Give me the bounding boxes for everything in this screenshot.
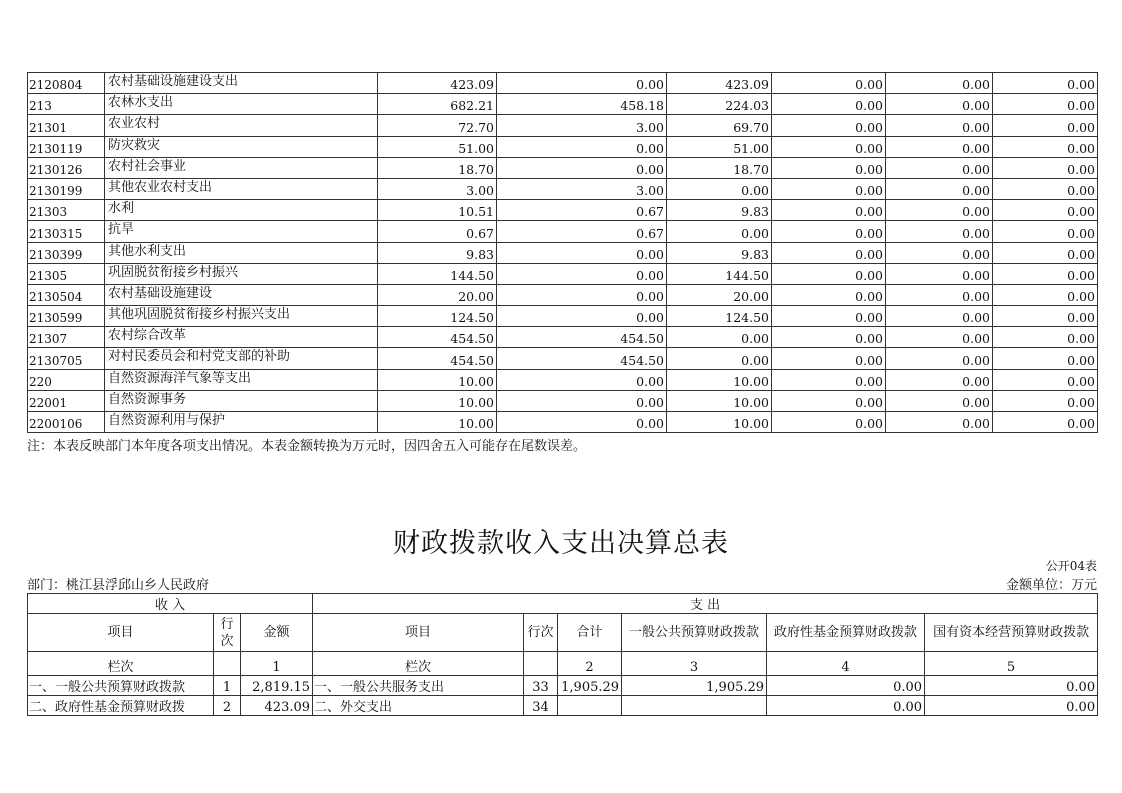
table-row [28,200,1098,221]
account-code: 21307 [28,327,105,348]
income-item-header: 项目 [28,614,214,652]
account-code: 2130126 [28,157,105,178]
table-row [28,221,1098,242]
amount-col-5: 0.00 [886,306,993,327]
account-code: 2200106 [28,412,105,433]
basic-expense: 454.50 [497,327,667,348]
table-row [28,136,1098,157]
account-name: 农林水支出 [105,94,378,115]
project-expense: 20.00 [667,284,772,305]
table-row [28,390,1098,411]
table-row [28,73,1098,94]
amount-col-5: 0.00 [886,369,993,390]
income-header: 收 入 [28,594,313,614]
income-line: 1 [214,676,241,696]
summary-table [27,593,1098,716]
income-amount: 423.09 [241,696,313,716]
account-name: 自然资源利用与保护 [105,412,378,433]
amount-col-4: 0.00 [772,221,886,242]
account-name: 其他巩固脱贫衔接乡村振兴支出 [105,306,378,327]
account-code: 213 [28,94,105,115]
account-name: 农村社会事业 [105,157,378,178]
table-row [28,348,1098,369]
amount-col-6: 0.00 [993,348,1098,369]
account-name: 抗旱 [105,221,378,242]
gov-fund-amount: 0.00 [767,676,925,696]
account-name: 其他农业农村支出 [105,178,378,199]
total-amount: 144.50 [378,263,497,284]
state-capital-amount: 0.00 [925,696,1098,716]
amount-col-6: 0.00 [993,306,1098,327]
total-amount: 9.83 [378,242,497,263]
general-budget-amount: 1,905.29 [622,676,767,696]
project-expense: 0.00 [667,327,772,348]
project-expense: 224.03 [667,94,772,115]
amount-col-5: 0.00 [886,73,993,94]
amount-col-6: 0.00 [993,263,1098,284]
project-expense: 124.50 [667,306,772,327]
project-expense: 0.00 [667,221,772,242]
table-row [28,178,1098,199]
form-number: 公开04表 [1045,559,1097,573]
account-code: 2130199 [28,178,105,199]
summary-row [28,696,1098,716]
amount-col-6: 0.00 [993,242,1098,263]
amount-col-4: 0.00 [772,136,886,157]
amount-col-4: 0.00 [772,412,886,433]
table-row [28,284,1098,305]
expense-line: 33 [524,676,558,696]
amount-col-6: 0.00 [993,73,1098,94]
account-code: 2120804 [28,73,105,94]
basic-expense: 458.18 [497,94,667,115]
col-number-5: 5 [925,652,1098,676]
basic-expense: 0.00 [497,390,667,411]
total-amount: 51.00 [378,136,497,157]
account-code: 21303 [28,200,105,221]
amount-col-6: 0.00 [993,284,1098,305]
account-code: 2130599 [28,306,105,327]
income-amount-header: 金额 [241,614,313,652]
account-code: 2130504 [28,284,105,305]
basic-expense: 0.00 [497,369,667,390]
basic-expense: 3.00 [497,115,667,136]
amount-col-4: 0.00 [772,178,886,199]
amount-col-5: 0.00 [886,136,993,157]
total-amount: 10.00 [378,412,497,433]
project-expense: 144.50 [667,263,772,284]
account-name: 自然资源海洋气象等支出 [105,369,378,390]
table-row [28,157,1098,178]
account-name: 农村基础设施建设 [105,284,378,305]
account-name: 农村综合改革 [105,327,378,348]
basic-expense: 0.00 [497,284,667,305]
amount-col-4: 0.00 [772,115,886,136]
table-note: 注：本表反映部门本年度各项支出情况。本表金额转换为万元时，因四舍五入可能存在尾数误差。 [27,439,587,454]
project-expense: 10.00 [667,412,772,433]
gov-fund-amount: 0.00 [767,696,925,716]
account-name: 自然资源事务 [105,390,378,411]
expense-total [558,696,622,716]
amount-col-4: 0.00 [772,73,886,94]
income-line-header: 行次 [214,614,241,652]
account-code: 2130315 [28,221,105,242]
income-line: 2 [214,696,241,716]
account-code: 2130119 [28,136,105,157]
amount-unit-label: 金额单位：万元 [1005,578,1097,593]
table-row [28,412,1098,433]
account-name: 农业农村 [105,115,378,136]
table-row [28,369,1098,390]
amount-col-5: 0.00 [886,284,993,305]
general-budget-amount [622,696,767,716]
total-amount: 10.00 [378,390,497,411]
income-amount: 2,819.15 [241,676,313,696]
col-number-2: 2 [558,652,622,676]
amount-col-4: 0.00 [772,200,886,221]
expense-row-label: 栏次 [313,652,524,676]
income-row-label: 栏次 [28,652,214,676]
basic-expense: 0.00 [497,263,667,284]
amount-col-4: 0.00 [772,242,886,263]
project-expense: 9.83 [667,200,772,221]
basic-expense: 0.00 [497,136,667,157]
amount-col-6: 0.00 [993,157,1098,178]
project-expense: 10.00 [667,390,772,411]
table-row [28,242,1098,263]
amount-col-4: 0.00 [772,284,886,305]
expense-total: 1,905.29 [558,676,622,696]
project-expense: 9.83 [667,242,772,263]
table-row [28,94,1098,115]
gov-fund-header: 政府性基金预算财政拨款 [767,614,925,652]
table-row [28,306,1098,327]
basic-expense: 0.00 [497,306,667,327]
project-expense: 423.09 [667,73,772,94]
expense-total-header: 合计 [558,614,622,652]
account-code: 220 [28,369,105,390]
account-code: 2130705 [28,348,105,369]
table-row [28,263,1098,284]
table-row [28,327,1098,348]
project-expense: 51.00 [667,136,772,157]
total-amount: 454.50 [378,348,497,369]
amount-col-6: 0.00 [993,136,1098,157]
total-amount: 10.00 [378,369,497,390]
expense-item-header: 项目 [313,614,524,652]
amount-col-5: 0.00 [886,94,993,115]
total-amount: 10.51 [378,200,497,221]
account-code: 22001 [28,390,105,411]
expense-item: 二、外交支出 [313,696,524,716]
state-capital-header: 国有资本经营预算财政拨款 [925,614,1098,652]
amount-col-5: 0.00 [886,412,993,433]
amount-col-4: 0.00 [772,327,886,348]
expense-line: 34 [524,696,558,716]
table-row [28,115,1098,136]
project-expense: 69.70 [667,115,772,136]
project-expense: 10.00 [667,369,772,390]
amount-col-5: 0.00 [886,115,993,136]
col-number-3: 3 [622,652,767,676]
total-amount: 18.70 [378,157,497,178]
expense-item: 一、一般公共服务支出 [313,676,524,696]
col-number-4: 4 [767,652,925,676]
total-amount: 682.21 [378,94,497,115]
expense-header: 支 出 [313,594,1098,614]
summary-row [28,676,1098,696]
basic-expense: 0.00 [497,73,667,94]
basic-expense: 0.00 [497,242,667,263]
account-name: 对村民委员会和村党支部的补助 [105,348,378,369]
amount-col-4: 0.00 [772,369,886,390]
total-amount: 454.50 [378,327,497,348]
basic-expense: 454.50 [497,348,667,369]
amount-col-4: 0.00 [772,306,886,327]
amount-col-4: 0.00 [772,157,886,178]
amount-col-4: 0.00 [772,348,886,369]
income-item: 二、政府性基金预算财政拨 [28,696,214,716]
income-item: 一、一般公共预算财政拨款 [28,676,214,696]
expense-line-header: 行次 [524,614,558,652]
basic-expense: 0.00 [497,157,667,178]
amount-col-6: 0.00 [993,178,1098,199]
state-capital-amount: 0.00 [925,676,1098,696]
amount-col-6: 0.00 [993,221,1098,242]
account-code: 21305 [28,263,105,284]
total-amount: 124.50 [378,306,497,327]
amount-col-5: 0.00 [886,242,993,263]
amount-col-5: 0.00 [886,263,993,284]
amount-col-5: 0.00 [886,157,993,178]
amount-col-5: 0.00 [886,200,993,221]
total-amount: 72.70 [378,115,497,136]
basic-expense: 0.67 [497,221,667,242]
department-label: 部门：桃江县浮邱山乡人民政府 [27,578,210,593]
amount-col-6: 0.00 [993,412,1098,433]
account-code: 2130399 [28,242,105,263]
amount-col-4: 0.00 [772,390,886,411]
basic-expense: 3.00 [497,178,667,199]
amount-col-6: 0.00 [993,200,1098,221]
account-name: 巩固脱贫衔接乡村振兴 [105,263,378,284]
amount-col-6: 0.00 [993,94,1098,115]
amount-col-6: 0.00 [993,369,1098,390]
account-name: 其他水利支出 [105,242,378,263]
account-name: 水利 [105,200,378,221]
amount-col-6: 0.00 [993,327,1098,348]
basic-expense: 0.00 [497,412,667,433]
amount-col-6: 0.00 [993,115,1098,136]
project-expense: 0.00 [667,178,772,199]
expenditure-detail-table [27,72,1098,433]
amount-col-5: 0.00 [886,390,993,411]
amount-col-6: 0.00 [993,390,1098,411]
account-name: 防灾救灾 [105,136,378,157]
total-amount: 3.00 [378,178,497,199]
account-code: 21301 [28,115,105,136]
col-number-1: 1 [241,652,313,676]
basic-expense: 0.67 [497,200,667,221]
total-amount: 0.67 [378,221,497,242]
total-amount: 423.09 [378,73,497,94]
page-title: 财政拨款收入支出决算总表 [393,528,729,559]
amount-col-5: 0.00 [886,348,993,369]
project-expense: 18.70 [667,157,772,178]
total-amount: 20.00 [378,284,497,305]
amount-col-4: 0.00 [772,263,886,284]
amount-col-5: 0.00 [886,178,993,199]
amount-col-4: 0.00 [772,94,886,115]
project-expense: 0.00 [667,348,772,369]
general-budget-header: 一般公共预算财政拨款 [622,614,767,652]
account-name: 农村基础设施建设支出 [105,73,378,94]
amount-col-5: 0.00 [886,221,993,242]
amount-col-5: 0.00 [886,327,993,348]
